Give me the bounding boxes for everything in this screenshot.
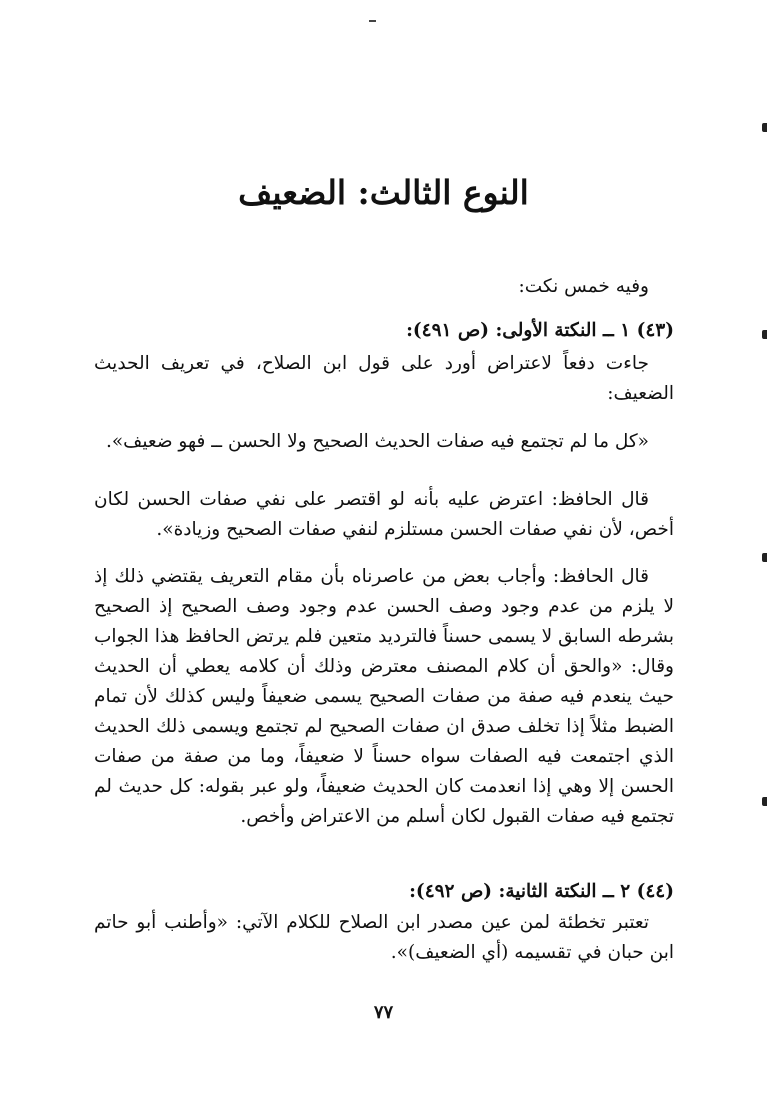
paragraph-3: قال الحافظ: وأجاب بعض من عاصرناه بأن مقام التعريف يقتضي ذلك إذ لا يلزم من عدم وجود وصف الحسن عدم وجود وصف الصحيح إذ الصحيح بشرطه السابق لا يسمى حسناً فالترديد متعين فلم يرتض الحافظ هذا الجواب وقال: «والحق أن كلام المصنف معترض وذلك أن كلامه يعطي أن الحديث حيث ينعدم فيه صفة من صفات الصحيح يسمى ضعيفاً وليس كذلك لأن تمام الضبط مثلاً إذا تخلف صدق ان صفات الصحيح لم تجتمع ويسمى ذلك الحديث الذي اجتمعت فيه الصفات سواه حسناً لا ضعيفاً، وما من صفة من صفات الحسن إلا وهي إذا انعدمت كان الحديث ضعيفاً، ولو عبر بقوله: كل حديث لم تجتمع فيه صفات القبول لكان أسلم من الاعتراض وأخص.: [94, 566, 674, 827]
top-dash-mark: [369, 20, 376, 22]
edge-mark: [762, 797, 767, 806]
edge-mark: [762, 330, 767, 339]
note-heading-1: (٤٣) ١ ــ النكتة الأولى: (ص ٤٩١):: [406, 320, 674, 341]
paragraph-4: تعتبر تخطئة لمن عين مصدر ابن الصلاح للكلام الآتي: «وأطنب أبو حاتم ابن حبان في تقسيمه (أي الضعيف)».: [94, 912, 674, 963]
page-number: ٧٧: [373, 1002, 394, 1023]
definition-quote: «كل ما لم تجتمع فيه صفات الحديث الصحيح ولا الحسن ــ فهو ضعيف».: [105, 431, 649, 452]
edge-mark: [762, 123, 767, 132]
note-heading-2: (٤٤) ٢ ــ النكتة الثانية: (ص ٤٩٢):: [409, 881, 674, 902]
intro-line: وفيه خمس نكت:: [518, 276, 649, 297]
paragraph-2: قال الحافظ: اعترض عليه بأنه لو اقتصر على نفي صفات الحسن لكان أخص، لأن نفي صفات الحسن مستلزم لنفي صفات الصحيح وزيادة».: [94, 489, 674, 540]
paragraph-1: جاءت دفعاً لاعتراض أورد على قول ابن الصلاح، في تعريف الحديث الضعيف:: [94, 353, 674, 404]
chapter-title: النوع الثالث: الضعيف: [238, 173, 529, 212]
edge-mark: [762, 553, 767, 562]
